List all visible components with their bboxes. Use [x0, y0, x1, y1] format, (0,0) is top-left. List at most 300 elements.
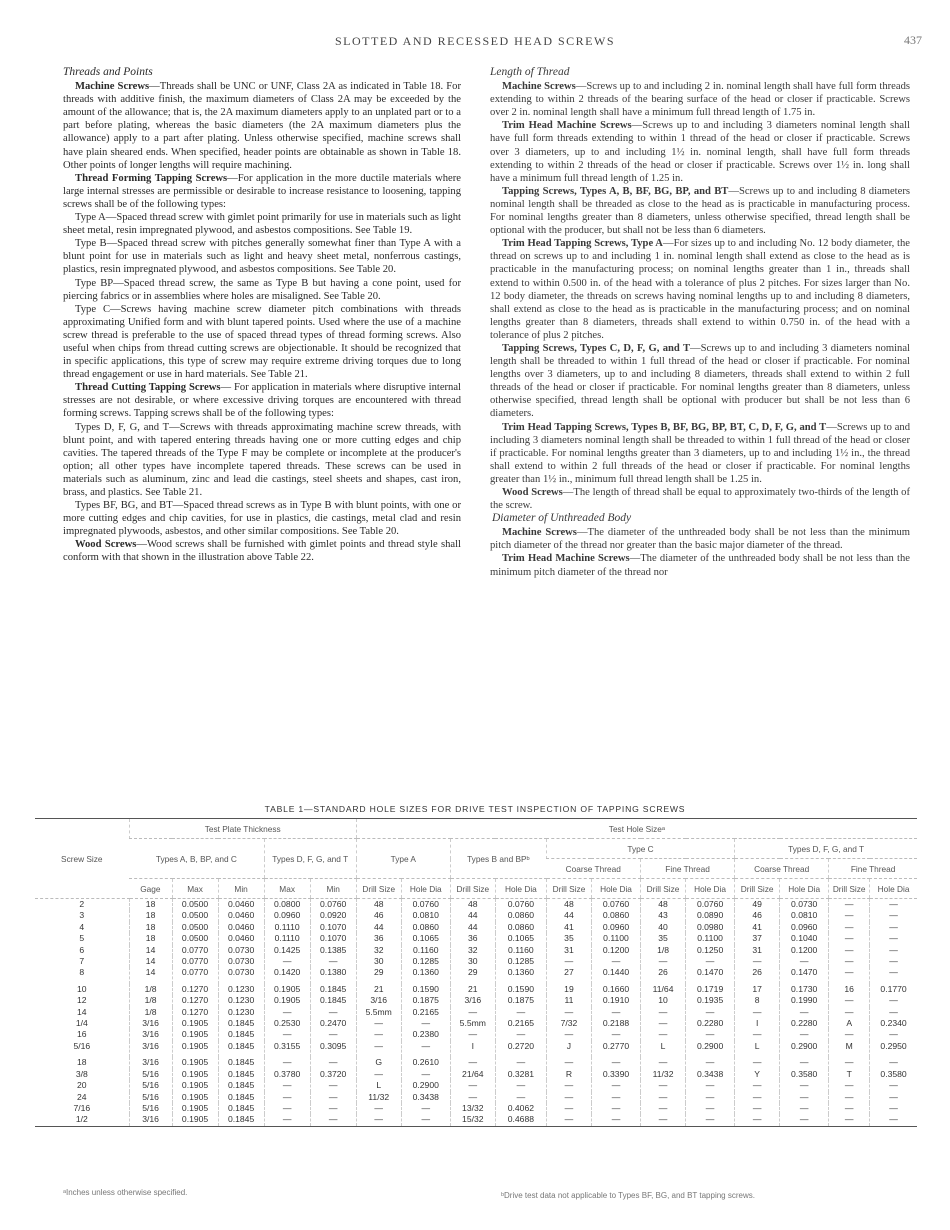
table-cell: 0.0760	[591, 899, 640, 911]
screw-size-cell: 18	[77, 1057, 87, 1068]
screw-size-cell: 6	[79, 944, 85, 955]
paragraph-text: Type A—Spaced thread screw with gimlet point primarily for use in materials such as light sheet metal, resin impregnated plywood, and asbestos compositions. See Table 19.	[63, 212, 461, 237]
table-cell: —	[735, 956, 780, 967]
table-cell: 0.0860	[591, 910, 640, 921]
table-cell: 3/16	[356, 995, 401, 1006]
table-row	[35, 1057, 917, 1068]
paragraph-text: —Screws up to and including 2 in. nominal length shall have full form threads extending to within 2 threads of the bearing surface of the head or closer if practicable. Screws over 2 in. nominal length shall have a minimum full thread length of 1.75 in.	[490, 81, 910, 119]
table-cell: 21	[356, 984, 401, 995]
paragraph	[490, 526, 910, 552]
paragraph	[490, 237, 910, 342]
table-cell: Y	[735, 1069, 780, 1080]
table-cell: 0.1905	[172, 1018, 218, 1029]
table-cell: 36	[450, 933, 495, 944]
screw-size-cell: 14	[77, 1006, 87, 1017]
screw-size-cell: 5	[79, 933, 85, 944]
table-cell: 15/32	[450, 1114, 495, 1126]
table-cell: 0.1230	[218, 995, 264, 1006]
table-cell: 18	[129, 910, 172, 921]
table-cell: 44	[450, 922, 495, 933]
table-cell: —	[735, 1103, 780, 1114]
table-cell: —	[686, 1103, 735, 1114]
table-cell: —	[829, 1057, 870, 1068]
table-cell: —	[495, 1007, 546, 1018]
d-coarse-drill-header: Drill Size	[735, 879, 780, 899]
table-cell: 3/16	[129, 1029, 172, 1040]
table-cell: 0.1845	[218, 1092, 264, 1103]
table-row	[35, 1041, 917, 1057]
d-fine-hole-header: Hole Dia	[870, 879, 917, 899]
table-cell: —	[641, 1029, 686, 1040]
table-cell: 0.1040	[780, 933, 829, 944]
table-cell: 0.2950	[870, 1041, 917, 1057]
table-cell: 5/16	[129, 1092, 172, 1103]
table-cell: —	[450, 1092, 495, 1103]
table-cell: 5/16	[129, 1080, 172, 1091]
table-cell: —	[829, 1007, 870, 1018]
paragraph	[63, 277, 461, 303]
table-cell: —	[546, 1080, 591, 1091]
table-cell: 0.1845	[218, 1029, 264, 1040]
gage-header: Gage	[129, 879, 172, 899]
table-cell: 0.2280	[780, 1018, 829, 1029]
table-cell: 0.3095	[310, 1041, 356, 1057]
table-cell: 0.3438	[686, 1069, 735, 1080]
table-cell: —	[495, 1057, 546, 1068]
table-cell: 1/8	[129, 995, 172, 1006]
table-cell: 44	[546, 910, 591, 921]
table-cell: —	[641, 1080, 686, 1091]
table-cell: —	[780, 1080, 829, 1091]
table-cell: —	[546, 956, 591, 967]
table-cell: —	[780, 1029, 829, 1040]
table-cell: —	[401, 1069, 450, 1080]
table-cell: 0.1990	[780, 995, 829, 1006]
table-cell: —	[401, 1114, 450, 1126]
paragraph	[63, 172, 461, 211]
table-cell: 0.1905	[264, 984, 310, 995]
table-cell: 0.0730	[218, 945, 264, 956]
table-cell: —	[829, 995, 870, 1006]
table-row	[35, 1114, 917, 1126]
table-cell: 0.1110	[264, 922, 310, 933]
table-cell: —	[829, 967, 870, 983]
table-cell: —	[641, 1018, 686, 1029]
table-cell: 3/16	[129, 1057, 172, 1068]
table-cell: 0.0500	[172, 933, 218, 944]
table-cell: 8	[735, 995, 780, 1006]
table-cell: —	[780, 1092, 829, 1103]
table-cell: —	[735, 1114, 780, 1126]
table-cell: —	[735, 1092, 780, 1103]
table-cell: 43	[641, 910, 686, 921]
table-cell: 0.0500	[172, 910, 218, 921]
table-cell: 0.0920	[310, 910, 356, 921]
table-cell: L	[356, 1080, 401, 1091]
table-cell: 0.1910	[591, 995, 640, 1006]
paragraph	[490, 486, 910, 512]
paragraph-run-in: Tapping Screws, Types C, D, F, G, and T	[502, 342, 691, 354]
table-cell: 0.3720	[310, 1069, 356, 1080]
running-head: SLOTTED AND RECESSED HEAD SCREWS	[334, 34, 615, 48]
table-cell: —	[591, 1007, 640, 1018]
table-cell: —	[641, 1007, 686, 1018]
table-cell: 0.1845	[218, 1103, 264, 1114]
table-row	[35, 984, 917, 995]
table-cell: 3/16	[450, 995, 495, 1006]
table-cell: —	[870, 956, 917, 967]
table-cell: —	[591, 1057, 640, 1068]
b-hole-header: Hole Dia	[495, 879, 546, 899]
table-cell: 0.0960	[264, 910, 310, 921]
c-fine-drill-header: Drill Size	[641, 879, 686, 899]
paragraph-run-in: Machine Screws	[502, 81, 576, 93]
paragraph-text: Types D, F, G, and T—Screws with threads approximating machine screw threads, with blunt point, and with tapered entering threads having one or more cutting edges and chip cavities. The tapered threads of the Type F may be complete or incomplete at the producer's option; all other types have incomplete tapered threads. These screws can be used in materials such as aluminum, zinc and lead die castings, steel sheets and shapes, cast iron, brass, and plastics. See Table 21.	[63, 421, 461, 498]
paragraph-text: —The diameter of the unthreaded body shall be not less than the minimum pitch diameter of the thread nor greater than the basic major diameter of the thread.	[490, 527, 910, 552]
table-cell: —	[546, 1029, 591, 1040]
table-cell: 0.0980	[686, 922, 735, 933]
table-cell: 0.2720	[495, 1041, 546, 1057]
table-row	[35, 933, 917, 944]
screw-size-cell: 2	[79, 899, 85, 909]
table-cell: 0.2165	[401, 1007, 450, 1018]
table-cell: M	[829, 1041, 870, 1057]
types-dfgt-fine-header: Fine Thread	[829, 859, 917, 879]
paragraph	[490, 552, 910, 578]
table-cell: —	[546, 1092, 591, 1103]
paragraph-text: Type C—Screws having machine screw diameter pitch combinations with threads approximating Unified form and with blunt tapered points. Used where the use of a machine screw thread is preferable to the use of spaced thread types of thread forming screws. Also useful when chips from thread cutting screws are objectionable. It should be recognized that in specific applications, this type of screw may require extreme driving torques due to long thread engagement or use in hard materials. See Table 21.	[63, 303, 461, 381]
table-cell: 0.0730	[218, 956, 264, 967]
paragraph-text: —Screws up to and including 3 diameters nominal length shall be threaded to within 1 full thread of the head or closer if practicable. For nominal lengths greater than 3 diameters, up to and including 1½ in., the thread shall extend to within 2 full threads of the head or closer if practicable. For nominal lengths greater than 1½ in., minimum full thread length shall be 1.25 in.	[490, 421, 910, 485]
table-cell: 0.2165	[495, 1018, 546, 1029]
table-cell: —	[356, 1069, 401, 1080]
table-cell: 0.1590	[495, 984, 546, 995]
dfgt-min-header: Min	[310, 879, 356, 899]
table-cell: 0.2188	[591, 1018, 640, 1029]
table-cell: 0.1730	[780, 984, 829, 995]
table-cell: J	[546, 1041, 591, 1057]
table-cell: —	[829, 1092, 870, 1103]
table-cell: 0.0500	[172, 899, 218, 911]
table-cell: 48	[641, 899, 686, 911]
table-cell: 0.0460	[218, 922, 264, 933]
table-cell: 0.2610	[401, 1057, 450, 1068]
paragraph	[490, 342, 910, 421]
table-title: TABLE 1—STANDARD HOLE SIZES FOR DRIVE TEST INSPECTION OF TAPPING SCREWS	[264, 804, 686, 814]
table-cell: —	[829, 1029, 870, 1040]
table-cell: 0.0800	[264, 899, 310, 911]
paragraph	[490, 421, 910, 486]
table-cell: —	[735, 1080, 780, 1091]
table-cell: 17	[735, 984, 780, 995]
paragraph-text: —Screws up to and including 3 diameters nominal length shall have full form threads extending to within 1 thread of the head or closer if practicable. Screws over 3 diameters, up to and including 1½ in. nominal length, shall have full form threads extending to within 2 threads of the head or closer if practicable. Screws over 1½ in. long shall have a minimum full thread length of 1.25 in.	[490, 120, 910, 184]
table-cell: 41	[546, 922, 591, 933]
table-cell: 0.2900	[780, 1041, 829, 1057]
table-cell: 3/16	[129, 1114, 172, 1126]
dfgt-max-header: Max	[264, 879, 310, 899]
table-cell: —	[735, 1029, 780, 1040]
screw-size-cell: 16	[77, 1029, 87, 1040]
table-cell: 0.3580	[870, 1069, 917, 1080]
screw-size-cell: 1/4	[75, 1018, 88, 1029]
paragraph-run-in: Machine Screws	[75, 81, 150, 93]
table-cell: 32	[450, 945, 495, 956]
screw-size-cell: 7	[79, 956, 85, 967]
table-cell: T	[829, 1069, 870, 1080]
table-cell: 0.1380	[310, 967, 356, 983]
paragraph	[490, 119, 910, 184]
table-cell: 0.1875	[495, 995, 546, 1006]
table-cell: 29	[356, 967, 401, 983]
table-cell: 0.1285	[495, 956, 546, 967]
table-cell: —	[870, 1057, 917, 1068]
test-plate-header: Test Plate Thickness	[129, 819, 356, 839]
table-cell: —	[829, 899, 870, 911]
table-cell: 0.1385	[310, 945, 356, 956]
table-cell: 48	[450, 899, 495, 911]
table-cell: —	[829, 1114, 870, 1126]
table-cell: R	[546, 1069, 591, 1080]
footnote-a: ᵃInches unless otherwise specified.	[63, 1188, 188, 1197]
table-cell: —	[870, 1080, 917, 1091]
table-row	[35, 1018, 917, 1029]
table-cell: 0.2470	[310, 1018, 356, 1029]
table-cell: —	[310, 1029, 356, 1040]
paragraph-run-in: Trim Head Tapping Screws, Type A	[502, 238, 663, 250]
section-heading: Threads and Points	[63, 66, 153, 78]
table-cell: —	[829, 922, 870, 933]
table-cell: G	[356, 1057, 401, 1068]
table-cell: 19	[546, 984, 591, 995]
table-cell: —	[686, 1092, 735, 1103]
table-cell: 18	[129, 933, 172, 944]
table-row	[35, 922, 917, 933]
section-heading: Diameter of Unthreaded Body	[492, 512, 632, 525]
footnote-b: ᵇDrive test data not applicable to Types BF, BG, and BT tapping screws.	[501, 1191, 755, 1200]
table-cell: —	[591, 1080, 640, 1091]
paragraph-text: —Screws up to and including 8 diameters nominal length shall be threaded as close to the head as is practicable in manufacturing process. For nominal lengths greater than 8 diameters, unless otherwise specified, thread length shall be optional with the producer, but shall not be less than 6 diameters.	[490, 185, 910, 237]
paragraph	[63, 421, 461, 500]
table-cell: —	[870, 1114, 917, 1126]
left-text-column	[63, 66, 461, 565]
table-cell: 0.1905	[172, 1029, 218, 1040]
table-cell: —	[310, 1057, 356, 1068]
table-cell: 26	[735, 967, 780, 983]
table-cell: 0.1070	[310, 922, 356, 933]
paragraph	[490, 80, 910, 119]
table-cell: 0.1100	[686, 933, 735, 944]
table-cell: —	[591, 956, 640, 967]
table-cell: 21/64	[450, 1069, 495, 1080]
type-a-header: Type A	[356, 839, 450, 879]
table-cell: 10	[641, 995, 686, 1006]
table-cell: —	[641, 1057, 686, 1068]
paragraph-text: —For sizes up to and including No. 12 body diameter, the thread on screws up to and including 1 in. nominal length shall extend as close to the head as is practicable in the manufacturing process; on nominal lengths greater than 1 in., threads shall extend to within 0.500 in. of the head with a tolerance of plus 2 pitches. For sizes larger than No. 12 body diameter, the threads on screws having nominal lengths up to and including 8 diameters, shall extend as close to the head as is practicable in the manufacturing process; and on nominal lengths greater than 8 diameters, threads shall extend to within 0.750 in. of the head with a tolerance of plus 2 pitches.	[490, 238, 910, 341]
type-c-coarse-header: Coarse Thread	[546, 859, 640, 879]
table-row	[35, 1029, 917, 1040]
table-cell: —	[450, 1057, 495, 1068]
table-cell: 0.1230	[218, 1007, 264, 1018]
table-cell: 0.1719	[686, 984, 735, 995]
table-cell: 0.0810	[780, 910, 829, 921]
table-cell: 0.1875	[401, 995, 450, 1006]
table-cell: 46	[356, 910, 401, 921]
table-cell: 35	[641, 933, 686, 944]
table-row	[35, 1069, 917, 1080]
types-dfgt-hole-header: Types D, F, G, and T	[735, 839, 917, 859]
table-cell: 0.0760	[686, 899, 735, 911]
table-cell: 5.5mm	[450, 1018, 495, 1029]
table-cell: —	[641, 1114, 686, 1126]
table-cell: —	[495, 1080, 546, 1091]
table-cell: —	[780, 1057, 829, 1068]
table-cell: 0.3780	[264, 1069, 310, 1080]
table-cell: —	[870, 1029, 917, 1040]
table-cell: 5/16	[129, 1069, 172, 1080]
table-cell: 0.1905	[172, 1103, 218, 1114]
table-cell: 0.1200	[780, 945, 829, 956]
table-cell: 48	[356, 899, 401, 911]
table-cell: 44	[356, 922, 401, 933]
paragraph	[63, 80, 461, 172]
table-cell: —	[264, 1057, 310, 1068]
paragraph-run-in: Thread Forming Tapping Screws	[75, 172, 228, 184]
table-cell: 3/16	[129, 1041, 172, 1057]
table-cell: —	[686, 956, 735, 967]
paragraph-text: Type BP—Spaced thread screw, the same as Type B but having a cone point, used for piercing fabrics or in assemblies where holes are misaligned. See Table 20.	[63, 277, 461, 302]
table-cell: 0.1270	[172, 995, 218, 1006]
paragraph-run-in: Tapping Screws, Types A, B, BF, BG, BP, and BT	[502, 185, 729, 197]
table-cell: 31	[546, 945, 591, 956]
table-cell: 11/64	[641, 984, 686, 995]
paragraph-run-in: Trim Head Machine Screws	[502, 120, 632, 132]
paragraph-text: — For application in materials where disruptive internal stresses are not desirable, or where excessive driving torques are encountered with thread forming screws. Tapping screws shall be of the following types:	[63, 382, 461, 420]
table-cell: 0.1160	[495, 945, 546, 956]
table-cell: 5/16	[129, 1103, 172, 1114]
table-cell: —	[356, 1041, 401, 1057]
table-cell: —	[310, 1080, 356, 1091]
table-cell: 0.0730	[218, 967, 264, 983]
table-cell: —	[870, 1007, 917, 1018]
table-cell: 0.0860	[495, 922, 546, 933]
table-cell: L	[735, 1041, 780, 1057]
test-hole-header: Test Hole Sizeᵃ	[356, 819, 917, 839]
table-cell: —	[546, 1007, 591, 1018]
table-cell: —	[264, 1103, 310, 1114]
d-fine-drill-header: Drill Size	[829, 879, 870, 899]
screw-size-cell: 20	[77, 1080, 87, 1091]
table-cell: 27	[546, 967, 591, 983]
table-cell: —	[829, 956, 870, 967]
table-cell: 48	[546, 899, 591, 911]
section-heading: Length of Thread	[490, 66, 570, 78]
types-dfgt-plate-header: Types D, F, G, and T	[264, 839, 356, 879]
table-row	[35, 1007, 917, 1018]
table-cell: 0.1250	[686, 945, 735, 956]
table-cell: —	[829, 1080, 870, 1091]
table-cell: —	[829, 910, 870, 921]
table-cell: 0.1845	[218, 1069, 264, 1080]
table-cell: 0.1270	[172, 1007, 218, 1018]
table-cell: —	[495, 1092, 546, 1103]
c-coarse-hole-header: Hole Dia	[591, 879, 640, 899]
table-cell: 49	[735, 899, 780, 911]
table-row	[35, 1080, 917, 1091]
table-cell: 0.1845	[218, 1057, 264, 1068]
table-cell: 0.0770	[172, 956, 218, 967]
b-drill-header: Drill Size	[450, 879, 495, 899]
paragraph-run-in: Trim Head Tapping Screws, Types B, BF, BG, BP, BT, C, D, F, G, and T	[502, 421, 827, 433]
table-cell: 0.0760	[495, 899, 546, 911]
table-cell: L	[641, 1041, 686, 1057]
table-cell: 0.0860	[495, 910, 546, 921]
table-cell: 0.2900	[686, 1041, 735, 1057]
hole-size-table	[35, 818, 917, 1127]
table-cell: —	[356, 1103, 401, 1114]
table-cell: 0.1065	[495, 933, 546, 944]
table-cell: 11	[546, 995, 591, 1006]
table-cell: —	[870, 995, 917, 1006]
table-cell: 0.0960	[591, 922, 640, 933]
screw-size-cell: 1/2	[35, 1114, 129, 1126]
paragraph	[63, 211, 461, 237]
table-cell: 0.0810	[401, 910, 450, 921]
table-cell: —	[686, 1007, 735, 1018]
screw-size-cell: 10	[77, 983, 87, 994]
table-cell: —	[686, 1080, 735, 1091]
table-cell: —	[780, 956, 829, 967]
table-cell: —	[310, 1092, 356, 1103]
table-cell: 0.1070	[310, 933, 356, 944]
table-cell: —	[356, 1114, 401, 1126]
table-cell: 11/32	[356, 1092, 401, 1103]
table-cell: —	[870, 1103, 917, 1114]
table-cell: —	[546, 1114, 591, 1126]
table-cell: —	[870, 967, 917, 983]
table-cell: 0.0960	[780, 922, 829, 933]
table-cell: 30	[450, 956, 495, 967]
table-cell: 7/32	[546, 1018, 591, 1029]
table-cell: 0.2900	[401, 1080, 450, 1091]
table-cell: 14	[129, 945, 172, 956]
types-b-bp-header: Types B and BPᵇ	[450, 839, 546, 879]
table-cell: I	[735, 1018, 780, 1029]
page-number: 437	[904, 33, 922, 47]
table-cell: 0.1905	[172, 1092, 218, 1103]
table-cell: 5.5mm	[356, 1007, 401, 1018]
table-cell: 14	[129, 956, 172, 967]
table-cell: 0.1065	[401, 933, 450, 944]
table-cell: —	[870, 922, 917, 933]
table-cell: 0.2280	[686, 1018, 735, 1029]
table-cell: 0.0770	[172, 967, 218, 983]
table-cell: —	[591, 1103, 640, 1114]
table-cell: —	[450, 1007, 495, 1018]
screw-size-header: Screw Size	[35, 819, 129, 899]
table-cell: 0.0500	[172, 922, 218, 933]
table-cell: 0.3390	[591, 1069, 640, 1080]
table-cell: —	[450, 1080, 495, 1091]
table-cell: 0.1100	[591, 933, 640, 944]
screw-size-cell: 12	[77, 995, 87, 1006]
abc-max-header: Max	[172, 879, 218, 899]
table-cell: 14	[129, 967, 172, 983]
table-cell: —	[495, 1029, 546, 1040]
table-row	[35, 995, 917, 1006]
paragraph-run-in: Wood Screws	[75, 539, 137, 551]
table-row	[35, 1092, 917, 1103]
types-abpc-header: Types A, B, BP, and C	[129, 839, 264, 879]
